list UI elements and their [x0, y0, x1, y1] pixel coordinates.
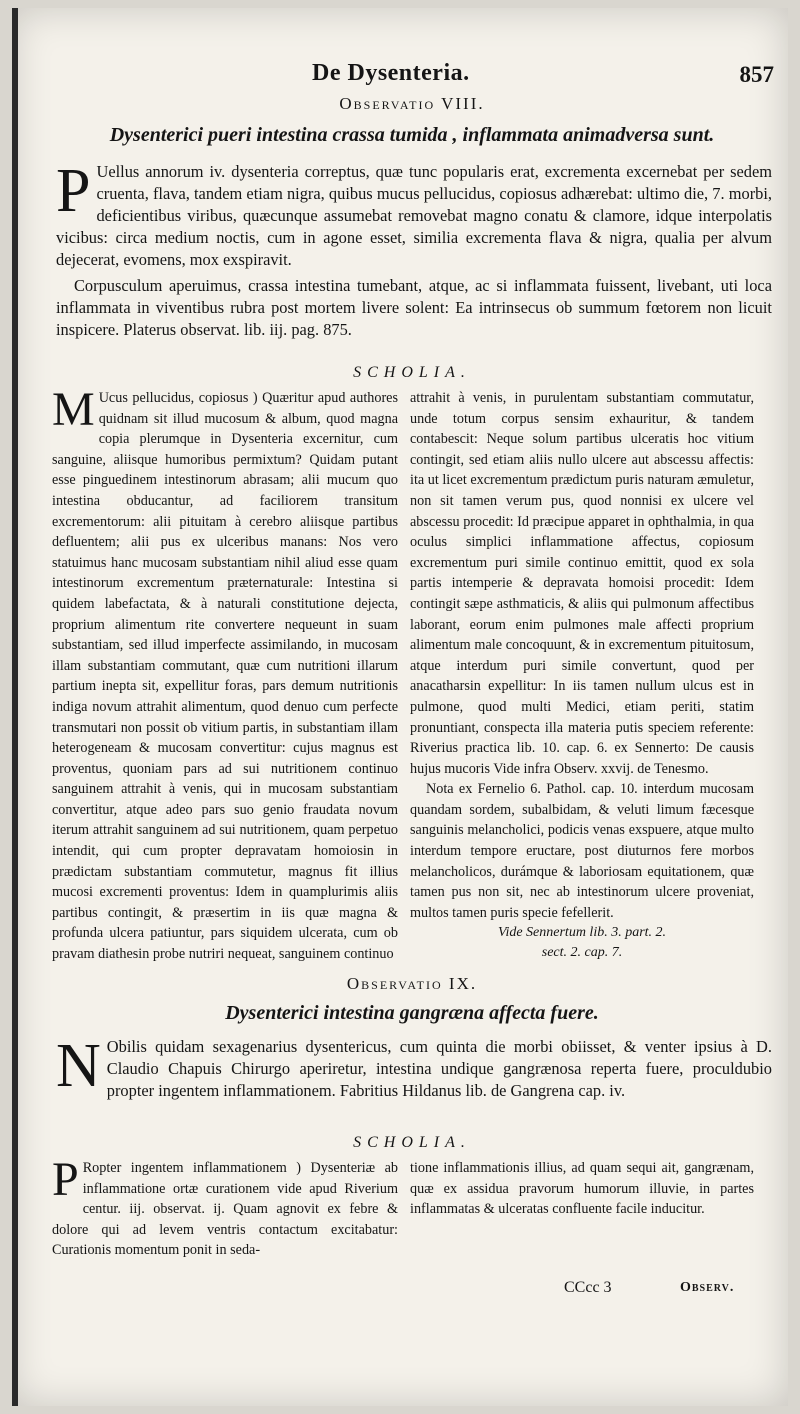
page-edge-shadow: [12, 8, 18, 1406]
observation-8-heading: Dysenterici pueri intestina crassa tumida , inflammata animadversa sunt.: [109, 124, 715, 146]
signature-mark: CCcc 3: [564, 1279, 612, 1296]
observation-8-label: Observatio VIII.: [339, 94, 485, 113]
book-page: [12, 8, 788, 1406]
scholia-1-label: SCHOLIA.: [353, 364, 471, 381]
scholia-2-left-paragraph: [52, 1153, 398, 1261]
page-number: 857: [739, 62, 774, 87]
observation-9-text: [56, 1032, 772, 1102]
drop-cap: M: [52, 383, 95, 436]
scholia-2-right-column: [410, 1158, 754, 1220]
drop-cap: P: [56, 157, 91, 225]
scholia-2-left-text: Ropter ingentem inflammationem ) Dysenteriæ ab inflammatione ortæ curationem vide apud Riverium centur. iij. observat. ij. Quam agnovit ex febre & dolore qui ad levem ventris contactum excitabatur: Curationis momentum ponit in seda-: [52, 1160, 398, 1259]
scholia-2-right-paragraph: tione inflammationis illius, ad quam sequi ait, gangrænam, quæ ex assidua pravorum humorum illuvie, in partes inflammatas & ulceratas confluente facile inducitur.: [410, 1160, 754, 1218]
drop-cap: P: [52, 1153, 79, 1206]
observation-8-text: [56, 157, 772, 341]
scholia-1-note-paragraph: Nota ex Fernelio 6. Pathol. cap. 10. interdum mucosam quandam sordem, subalbidam, & veluti limum fæcesque sanguinis melancholici, podicis venas exspuere, atque multo interdum tempore eructare, post diuturnos fere morbos melancholicos, durámque & laboriosam equitationem, quæ tamen pus non sit, nec ab intestinorum ulcere proveniat, multos tamen puris specie fefellerit.: [410, 781, 754, 921]
scholia-1-left-text: Ucus pellucidus, copiosus ) Quæritur apud authores quidnam sit illud mucosum & album, quod magna copia plerumque in Dysenteria excernitur, cum sanguine, aliisque humoribus permixtum? Quidam putant esse pinguedinem intestinorum abrasam; alii mucum quo intestina obducantur, ad faciliorem transitum excrementorum: alii pituitam à cerebro aliisque partibus defluentem; alii pus ex ulceribus manans: Nos vero statuimus hanc mucosam substantiam nihil aliud esse quam intestinorum excrementum præternaturale: Intestina si quidem labefactata, & à naturali constitutione dejecta, proprium alimentum rite convertere nequeunt in suam substantiam, sed illud imperfecte assimilando, in mucosam illam substantiam commutant, quæ cum nutritioni illarum partium inepta sit, expellitur foras, pars demum nutritionis indiga novum attrahit alimentum, quod denuo cum perfecte transmutari non possit ob vitium partis, in substantiam illam heterogeneam & mucosam convertitur: cujus magnus est proventus, quoniam pars ad sui nutritionem continuo sanguinem attrahit à venis, qui in mucosam substantiam convertitur, atque adeo pars suo genio fraudata novum iterum attrahit sanguinem ad sui nutritionem, quam perpetuo intendit, qui cum propter depravatam homoiosin in prædictam substantiam commutetur, magnus fit illius mucosi excrementi proventus: Idem in quamplurimis aliis partibus contingit, & præsertim in iis quæ magna & profunda ulcera patiuntur, pars siquidem ulcerata, cum ob pravam diathesin probe nutriri nequeat, sanguinem continuo: [52, 390, 398, 963]
scholia-1-left-paragraph: [52, 383, 398, 965]
observation-9-heading: Dysenterici intestina gangræna affecta fuere.: [225, 1002, 599, 1024]
scholia-2-label: SCHOLIA.: [353, 1134, 471, 1151]
scholia-1-right-column: [410, 388, 754, 963]
reference-line-1: Vide Sennertum lib. 3. part. 2.: [497, 925, 667, 941]
observation-9-label: Observatio IX.: [346, 974, 478, 993]
scholia-1-right-paragraph: attrahit à venis, in purulentam substantiam commutatur, unde totum corpus sensim exhauritur, & tandem contabescit: Neque solum partibus ulceratis hoc vitium contingit, sed etiam aliis nullo ulcere aut abscessu affectis: ita ut licet excrementum prædictum puris naturam æmuletur, non sit tamen verum pus, quod nonnisi ex ulcere vel abscessu procedit: Id præcipue apparet in ophthalmia, in qua oculus simplici inflammatione affectus, copiosum excrementum puri simile continuo emittit, quod ex sola partis intemperie & depravata homoisi procedit: Idem contingit sæpe asthmaticis, & aliis qui pulmonum affectibus laborant, eorum enim pulmones male affecti proprium alimentum male concoquunt, & in excrementum pituitosum, atque interdum puri simile convertunt, quod per anacatharsin expellitur: In iis tamen nullum ulcus est in pulmone, quod multi Medici, etiam periti, statim pronuntiant, conspecta illa materia putis speciem referente: Riverius practica lib. 10. cap. 6. ex Sennerto: De causis hujus mucoris Vide infra Observ. xxvij. de Tenesmo.: [410, 390, 754, 777]
observation-8-paragraph-2: Corpusculum aperuimus, crassa intestina tumebant, atque, ac si inflammata fuissent, livebant, uti loca inflammata in viventibus rubra post mortem livere solent: Ea intrinsecus ob summum fœtorem non licuit inspicere. Platerus observat. lib. iij. pag. 875.: [56, 276, 772, 339]
scholia-2-left-column: [52, 1153, 398, 1261]
catchword: Observ.: [680, 1280, 735, 1295]
observation-9-paragraph: [56, 1032, 772, 1102]
scholia-1-left-column: [52, 383, 398, 965]
reference-line-2: sect. 2. cap. 7.: [541, 945, 623, 961]
observation-8-paragraph-1: [56, 157, 772, 271]
running-title: De Dysenteria.: [312, 60, 470, 86]
drop-cap: N: [56, 1032, 101, 1100]
observation-9-paragraph-text: Obilis quidam sexagenarius dysentericus, cum quinta die morbi obiisset, & venter ipsius à D. Claudio Chapuis Chirurgo aperiretur, intestina undique gangrænosa reperta fuere, proculdubio propter ingentem inflammationem. Fabritius Hildanus lib. de Gangrena cap. iv.: [106, 1037, 772, 1100]
observation-8-paragraph-1-text: Uellus annorum iv. dysenteria correptus, quæ tunc popularis erat, excrementa excernebat per sedem cruenta, flava, tandem etiam nigra, quibus mucus pellucidus, copiosus adhærebat: ultimo die, 7. morbi, deficientibus viribus, quæcunque assumebat removebat magno conatu & clamore, idque interpolatis vicibus: circa medium noctis, cum in agone esset, similia excrementa flava & nigra, qualia per alvum dejecerat, evomens, mox exspiravit.: [56, 162, 772, 269]
